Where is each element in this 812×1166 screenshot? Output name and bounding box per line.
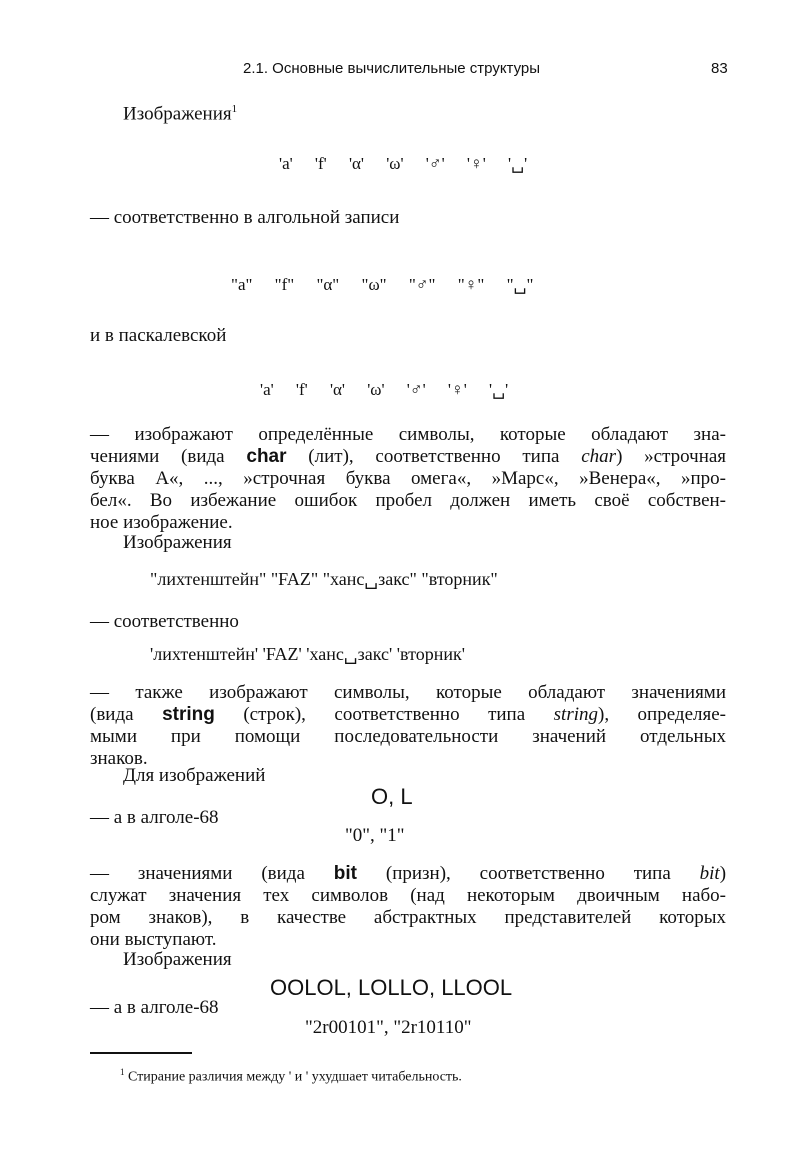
text: чениями (вида [90, 446, 225, 467]
type-name: string [162, 704, 215, 725]
text-line-respectively: — соответственно [90, 611, 239, 632]
text: (строк), соответственно типа [243, 704, 526, 725]
text: Изображения [123, 103, 232, 125]
type-name: char [581, 446, 617, 467]
paragraph-1-line-1: — изображают определённые символы, которые обладают зна- [90, 424, 726, 445]
text: (лит), соответственно типа [308, 446, 560, 467]
string-examples-algol: "лихтенштейн" "FAZ" "ханс␣закс" "вторник" [150, 569, 498, 589]
text-line-algol: — соответственно в алгольной записи [90, 207, 400, 228]
text: ), определяе- [598, 704, 726, 725]
footnote-text: Стирание различия между ' и ' ухудшает читабельность. [128, 1069, 462, 1085]
type-name: string [553, 704, 598, 725]
paragraph-1-line-4: бел«. Во избежание ошибок пробел должен иметь своё собствен- [90, 490, 726, 511]
page-number: 83 [711, 60, 728, 77]
bit-string-examples-algol68: "2r00101", "2r10110" [305, 1017, 472, 1038]
text-line-algol68-1: — а в алголе-68 [90, 807, 219, 828]
text-line-for-images: Для изображений [123, 765, 266, 786]
paragraph-2-line-3: мыми при помощи последовательности значений отдельных [90, 726, 726, 747]
bit-examples-algol68: "0", "1" [345, 825, 405, 846]
running-header-title: 2.1. Основные вычислительные структуры [243, 60, 541, 77]
text-line-pascal: и в паскалевской [90, 325, 227, 346]
string-examples-pascal: 'лихтенштейн' 'FAZ' 'ханс␣закс' 'вторник' [150, 644, 465, 664]
text: — значениями (вида [90, 863, 305, 884]
paragraph-1-line-3: буква А«, ..., »строчная буква омега«, »Марс«, »Венера«, »про- [90, 468, 726, 489]
text-line-algol68-2: — а в алголе-68 [90, 997, 219, 1018]
paragraph-3-line-4: они выступают. [90, 929, 217, 950]
footnote-ref: 1 [231, 103, 238, 115]
bit-string-symbols: OOLOL, LOLLO, LLOOL [270, 975, 513, 1000]
paragraph-1-line-5: ное изображение. [90, 512, 233, 533]
symbol-row-3: 'a' 'f' 'α' 'ω' '♂' '♀' '␣' [260, 380, 509, 399]
paragraph-2-line-2 [90, 705, 726, 724]
type-name: bit [333, 863, 357, 884]
text: ) »строчная [616, 446, 727, 467]
symbol-row-2: "a" "f" "α" "ω" "♂" "♀" "␣" [231, 275, 534, 294]
type-name: char [246, 446, 287, 467]
text: ) [719, 863, 727, 884]
text: (вида [90, 704, 134, 725]
footnote-rule [90, 1052, 192, 1054]
heading-images-2: Изображения [123, 532, 232, 553]
footnote [120, 1068, 462, 1085]
paragraph-3-line-2: служат значения тех символов (над некоторым двоичным набо- [90, 885, 726, 906]
paragraph-1-line-2 [90, 447, 726, 466]
bit-symbols: O, L [371, 784, 413, 809]
heading-images-1 [123, 104, 237, 123]
text: (призн), соответственно типа [385, 863, 671, 884]
heading-images-3: Изображения [123, 949, 232, 970]
paragraph-3-line-3: ром знаков), в качестве абстрактных представителей которых [90, 907, 726, 928]
type-name: bit [699, 863, 720, 884]
symbol-row-1: 'a' 'f' 'α' 'ω' '♂' '♀' '␣' [279, 154, 528, 173]
paragraph-2-line-1: — также изображают символы, которые обладают значениями [90, 682, 726, 703]
footnote-marker: 1 [120, 1067, 125, 1077]
paragraph-2-line-4: знаков. [90, 748, 148, 769]
paragraph-3-line-1 [90, 864, 726, 883]
